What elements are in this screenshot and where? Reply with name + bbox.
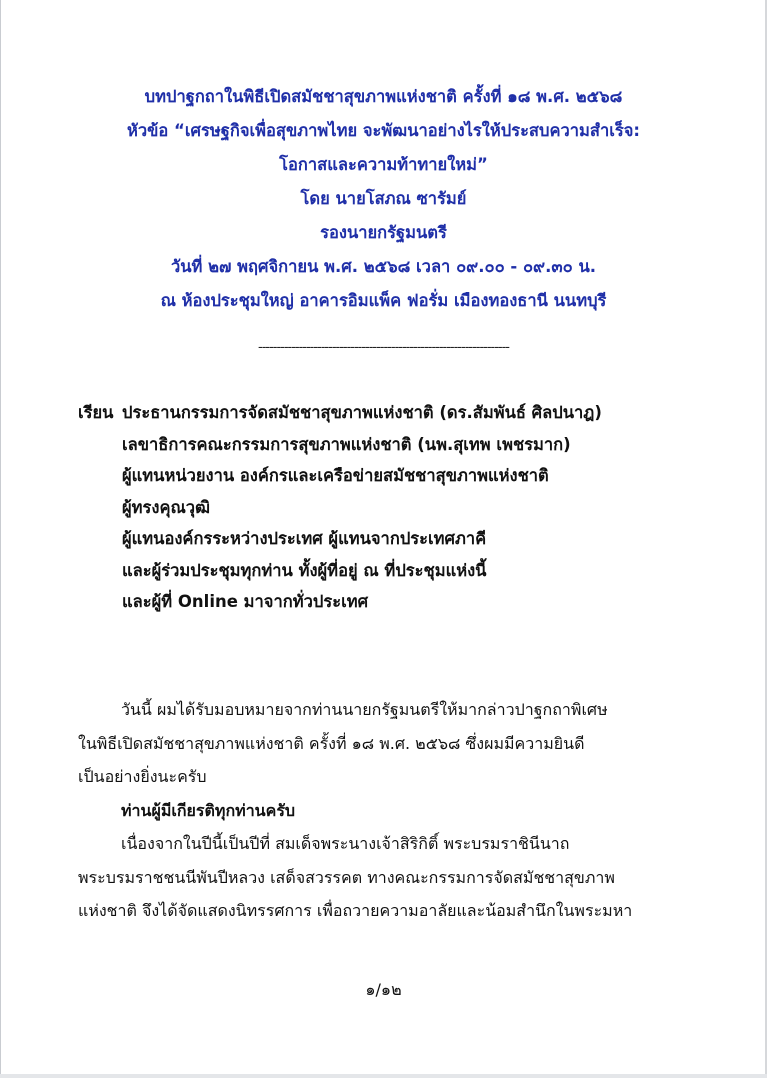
salutation-line: ประธานกรรมการจัดสมัชชาสุขภาพแห่งชาติ (ดร.สัมพันธ์ ศิลปนาฎ) bbox=[122, 403, 602, 422]
header-datetime: วันที่ ๒๗ พฤศจิกายน พ.ศ. ๒๕๖๘ เวลา ๐๙.๐๐ - ๐๙.๓๐ น. bbox=[170, 257, 597, 276]
header-title: บทปาฐกถาในพิธีเปิดสมัชชาสุขภาพแห่งชาติ ครั้งที่ ๑๘ พ.ศ. ๒๕๖๘ bbox=[144, 87, 623, 106]
paragraph-line: เนื่องจากในปีนี้เป็นปีที่ สมเด็จพระนางเจ้าสิริกิติ์ พระบรมราชินีนาถ bbox=[121, 834, 570, 853]
paragraph-line: วันนี้ ผมได้รับมอบหมายจากท่านนายกรัฐมนตรีให้มากล่าวปาฐกถาพิเศษ bbox=[121, 700, 608, 719]
divider-line: -------------------------------------------------------------------- bbox=[258, 340, 509, 355]
salutation-line: ผู้แทนองค์กรระหว่างประเทศ ผู้แทนจากประเทศภาคี bbox=[122, 529, 487, 548]
salutation-line: เลขาธิการคณะกรรมการสุขภาพแห่งชาติ (นพ.สุเทพ เพชรมาก) bbox=[122, 434, 571, 454]
greeting-line: ท่านผู้มีเกียรติทุกท่านครับ bbox=[121, 800, 296, 820]
page-bottom-edge bbox=[0, 1074, 767, 1078]
header-topic: หัวข้อ “เศรษฐกิจเพื่อสุขภาพไทย จะพัฒนาอย่างไรให้ประสบความสำเร็จ: bbox=[126, 121, 641, 140]
header-venue: ณ ห้องประชุมใหญ่ อาคารอิมแพ็ค ฟอรั่ม เมืองทองธานี นนทบุรี bbox=[160, 291, 607, 310]
page-number: ๑/๑๒ bbox=[365, 980, 402, 999]
paragraph-line: แห่งชาติ จึงได้จัดแสดงนิทรรศการ เพื่อถวายความอาลัยและน้อมสำนึกในพระมหา bbox=[78, 901, 633, 920]
salutation-block bbox=[78, 397, 602, 618]
speech-body bbox=[78, 693, 693, 928]
paragraph-line: ในพิธีเปิดสมัชชาสุขภาพแห่งชาติ ครั้งที่ ๑๘ พ.ศ. ๒๕๖๘ ซึ่งผมมีความยินดี bbox=[78, 733, 585, 753]
salutation-line: ผู้ทรงคุณวุฒิ bbox=[122, 497, 210, 517]
header-position: รองนายกรัฐมนตรี bbox=[320, 223, 447, 242]
paragraph-line: เป็นอย่างยิ่งนะครับ bbox=[78, 767, 207, 786]
salutation-line: และผู้ที่ Online มาจากทั่วประเทศ bbox=[122, 592, 369, 611]
salutation-line: ผู้แทนหน่วยงาน องค์กรและเครือข่ายสมัชชาสุขภาพแห่งชาติ bbox=[122, 466, 549, 485]
paragraph-line: พระบรมราชชนนีพันปีหลวง เสด็จสวรรคต ทางคณะกรรมการจัดสมัชชาสุขภาพ bbox=[78, 867, 615, 887]
salutation-line: และผู้ร่วมประชุมทุกท่าน ทั้งผู้ที่อยู่ ณ ที่ประชุมแห่งนี้ bbox=[122, 560, 487, 580]
speech-header bbox=[0, 80, 767, 318]
salutation-lead: เรียน bbox=[78, 403, 114, 422]
header-topic-cont: โอกาสและความท้าทายใหม่” bbox=[279, 155, 488, 174]
header-speaker: โดย นายโสภณ ซารัมย์ bbox=[300, 189, 467, 208]
